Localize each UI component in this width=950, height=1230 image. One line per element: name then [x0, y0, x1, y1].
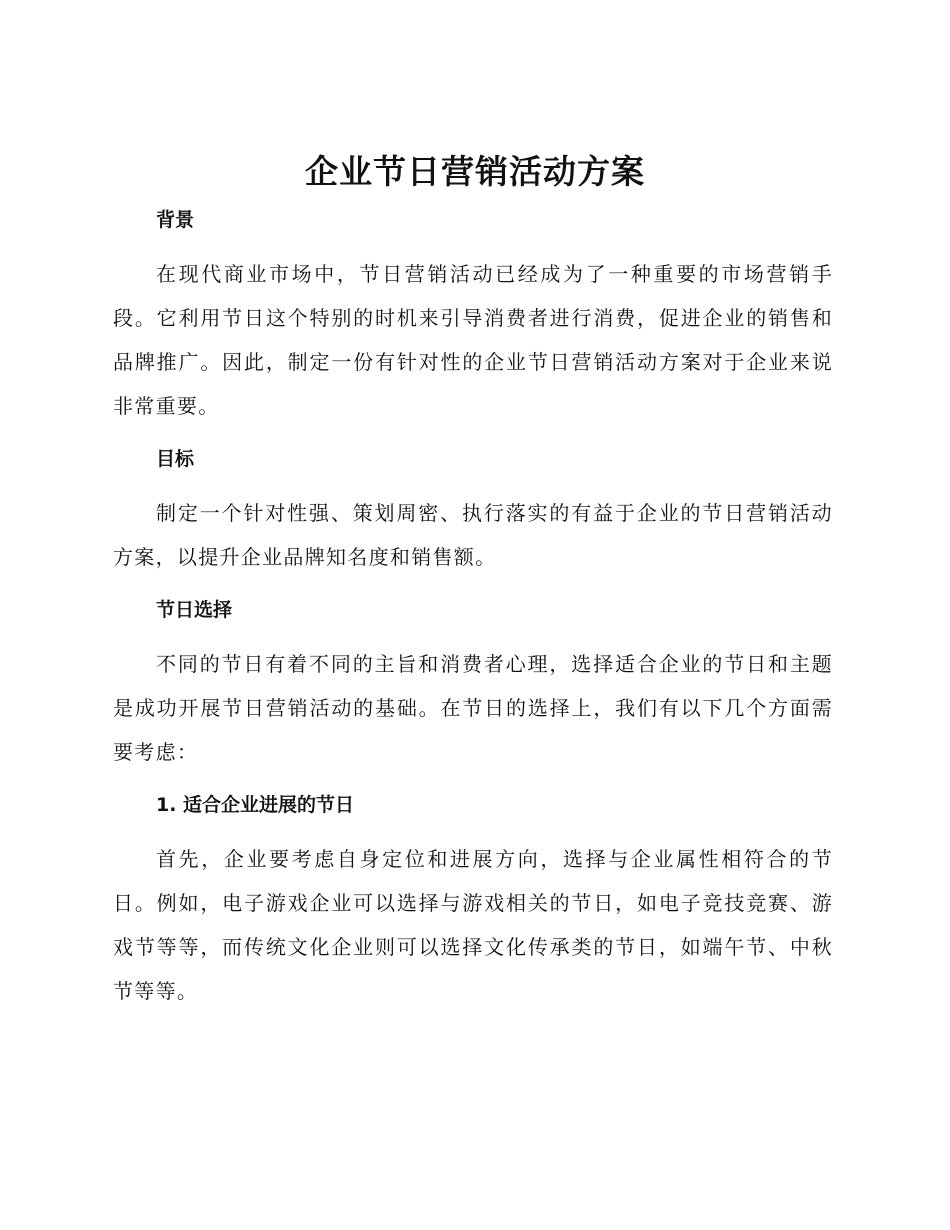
- section-suitable-festival: [113, 783, 833, 1013]
- section-heading: 1. 适合企业进展的节日: [156, 794, 355, 816]
- document-body: [113, 198, 833, 1013]
- section-paragraph: 不同的节日有着不同的主旨和消费者心理，选择适合企业的节日和主题是成功开展节日营销活动的基础。在节日的选择上，我们有以下几个方面需要考虑：: [113, 652, 833, 764]
- section-goal: [113, 437, 833, 588]
- section-paragraph: 首先，企业要考虑自身定位和进展方向，选择与企业属性相符合的节日。例如，电子游戏企业可以选择与游戏相关的节日，如电子竞技竞赛、游戏节等等，而传统文化企业则可以选择文化传承类的节日，如端午节、中秋节等等。: [113, 847, 833, 1003]
- section-background: [113, 198, 833, 437]
- section-festival-selection: [113, 588, 833, 783]
- document-title: 企业节日营销活动方案: [305, 152, 645, 191]
- section-paragraph: 制定一个针对性强、策划周密、执行落实的有益于企业的节日营销活动方案，以提升企业品牌知名度和销售额。: [113, 501, 833, 569]
- section-heading: 节日选择: [156, 599, 233, 621]
- section-paragraph: 在现代商业市场中，节日营销活动已经成为了一种重要的市场营销手段。它利用节日这个特别的时机来引导消费者进行消费，促进企业的销售和品牌推广。因此，制定一份有针对性的企业节日营销活动方案对于企业来说非常重要。: [113, 262, 833, 418]
- section-heading: 背景: [156, 209, 195, 231]
- section-heading: 目标: [156, 448, 195, 470]
